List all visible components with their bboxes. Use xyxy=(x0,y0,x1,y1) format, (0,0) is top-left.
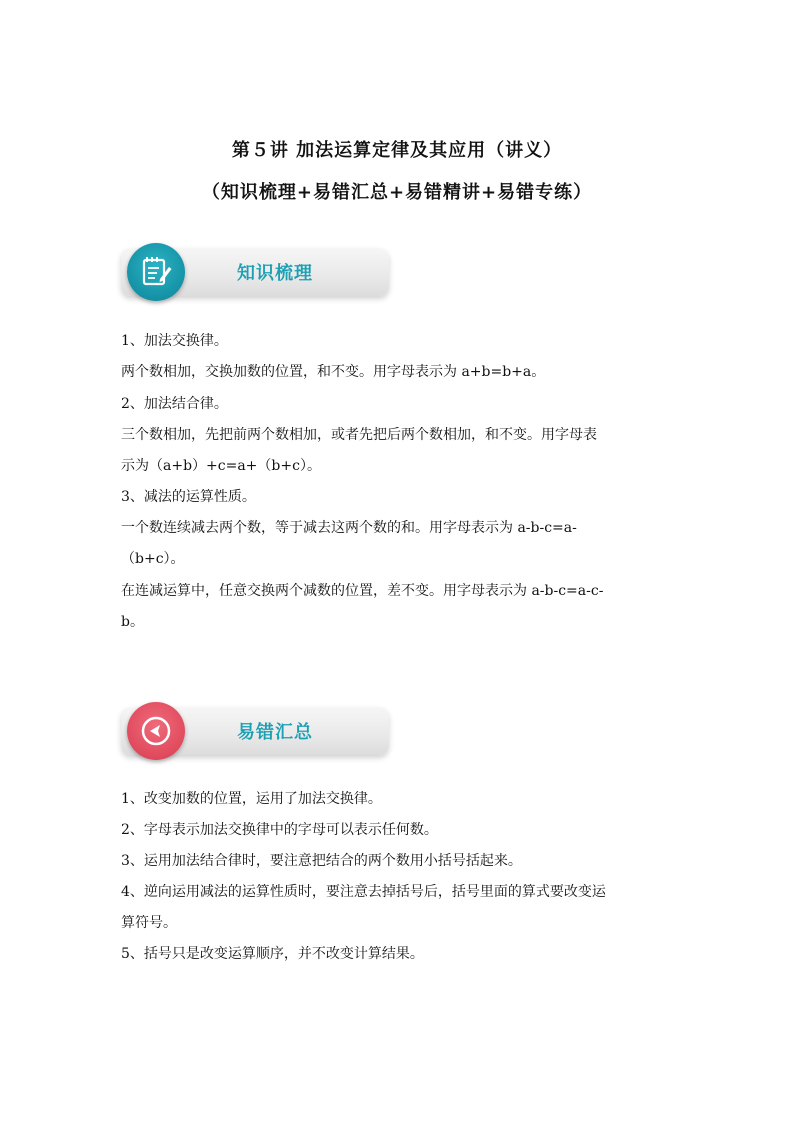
document-title: 第５讲 加法运算定律及其应用（讲义） xyxy=(231,140,563,161)
knowledge-line: 一个数连续减去两个数，等于减去这两个数的和。用字母表示为 a-b-c=a- xyxy=(121,520,577,536)
knowledge-line: 1、加法交换律。 xyxy=(121,333,228,349)
mistake-line: 2、字母表示加法交换律中的字母可以表示任何数。 xyxy=(121,822,438,838)
knowledge-line: 2、加法结合律。 xyxy=(121,396,228,412)
mistake-line: 算符号。 xyxy=(121,915,177,931)
knowledge-line: 3、减法的运算性质。 xyxy=(121,489,256,505)
play-back-icon xyxy=(127,702,185,760)
knowledge-line: b。 xyxy=(121,614,144,630)
notepad-pencil-icon xyxy=(127,243,185,301)
mistake-line: 1、改变加数的位置，运用了加法交换律。 xyxy=(121,791,382,807)
document-subtitle: （知识梳理+易错汇总+易错精讲+易错专练） xyxy=(201,182,593,203)
knowledge-line: 三个数相加，先把前两个数相加，或者先把后两个数相加，和不变。用字母表 xyxy=(121,427,597,443)
section-heading-knowledge: 知识梳理 xyxy=(237,263,313,284)
knowledge-line: （b+c）。 xyxy=(121,551,185,567)
section-heading-mistakes: 易错汇总 xyxy=(237,722,313,743)
knowledge-line: 示为（a+b）+c=a+（b+c）。 xyxy=(121,458,321,474)
mistake-line: 4、逆向运用减法的运算性质时，要注意去掉括号后，括号里面的算式要改变运 xyxy=(121,884,606,900)
section-banner-mistakes xyxy=(121,707,389,755)
knowledge-line: 在连减运算中，任意交换两个减数的位置，差不变。用字母表示为 a-b-c=a-c- xyxy=(121,583,604,599)
knowledge-line: 两个数相加，交换加数的位置，和不变。用字母表示为 a+b=b+a。 xyxy=(121,364,546,380)
mistake-line: 5、括号只是改变运算顺序，并不改变计算结果。 xyxy=(121,946,424,962)
mistake-line: 3、运用加法结合律时，要注意把结合的两个数用小括号括起来。 xyxy=(121,853,522,869)
section-banner-knowledge xyxy=(121,248,389,296)
